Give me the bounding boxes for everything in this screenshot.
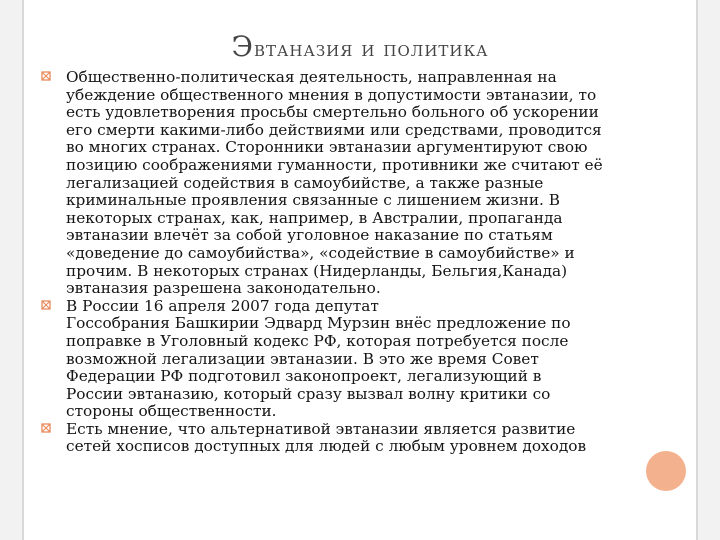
text-line: сетей хосписов доступных для людей с любым уровнем доходов: [66, 437, 587, 456]
title-first-letter: Э: [231, 30, 254, 63]
bullet-list: [40, 69, 640, 456]
text-line: Есть мнение, что альтернативой эвтаназии является развитие: [66, 419, 576, 438]
text-line: есть удовлетворения просьбы смертельно больного об ускорении: [66, 103, 599, 122]
text-line: прочим. В некоторых странах (Нидерланды, Бельгия,Канада): [66, 261, 568, 280]
text-line: позицию соображениями гуманности, противники же считают её: [66, 155, 603, 174]
bullet-item: [40, 298, 640, 421]
text-line: некоторых странах, как, например, в Австралии, пропаганда: [66, 208, 563, 227]
text-line: «доведение до самоубийства», «содействие в самоубийстве» и: [66, 243, 575, 262]
text-line: Федерации РФ подготовил законопроект, легализующий в: [66, 367, 542, 386]
bullet-text: [66, 69, 640, 298]
text-line: легализацией содействия в самоубийстве, а также разные: [66, 173, 544, 192]
slide-title: [150, 30, 570, 63]
text-line: криминальные проявления связанные с лишением жизни. В: [66, 191, 560, 210]
text-line: во многих странах. Сторонники эвтаназии аргументируют свою: [66, 138, 588, 157]
bullet-item: [40, 421, 640, 456]
title-text: втаназия и политика: [253, 37, 489, 62]
square-bullet-icon: [40, 422, 54, 436]
text-line: Общественно-политическая деятельность, направленная на: [66, 68, 557, 86]
text-line: России эвтаназию, который сразу вызвал волну критики со: [66, 384, 551, 403]
text-line: эвтаназия разрешена законодательно.: [66, 279, 381, 298]
text-line: его смерти какими-либо действиями или средствами, проводится: [66, 120, 602, 139]
bullet-text: [66, 298, 640, 421]
text-line: стороны общественности.: [66, 402, 277, 421]
text-line: убеждение общественного мнения в допустимости эвтаназии, то: [66, 85, 597, 104]
text-line: эвтаназии влечёт за собой уголовное наказание по статьям: [66, 226, 553, 245]
text-line: В России 16 апреля 2007 года депутат: [66, 296, 379, 315]
text-line: Госсобрания Башкирии Эдвард Мурзин внёс предложение по: [66, 314, 571, 333]
bullet-item: [40, 69, 640, 298]
bullet-text: [66, 421, 640, 456]
text-line: возможной легализации эвтаназии. В это же время Совет: [66, 349, 539, 368]
square-bullet-icon: [40, 299, 54, 313]
text-line: поправке в Уголовный кодекс РФ, которая потребуется после: [66, 331, 569, 350]
square-bullet-icon: [40, 70, 54, 84]
accent-circle-decoration: [646, 451, 686, 491]
